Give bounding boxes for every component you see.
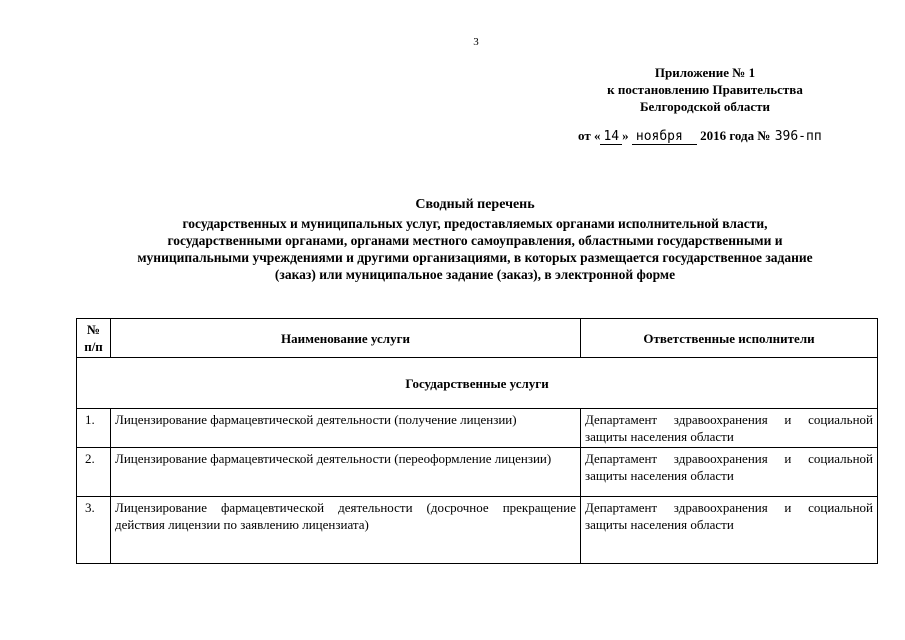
table-row [77, 497, 878, 564]
decree-month: ноября [632, 129, 697, 145]
title-heading: Сводный перечень [415, 197, 535, 212]
decree-date-line [578, 128, 823, 144]
header-name: Наименование услуги [111, 319, 581, 358]
row-responsible: Департамент здравоохранения и социальной защиты населения области [581, 497, 878, 564]
table-row [77, 448, 878, 497]
row-num: 2. [77, 448, 111, 497]
decree-number: 396-пп [774, 129, 822, 144]
decree-prefix: от « [578, 128, 601, 143]
row-num: 3. [77, 497, 111, 564]
row-service-name: Лицензирование фармацевтической деятельности (переоформление лицензии) [111, 448, 581, 497]
header-num: № п/п [77, 319, 111, 358]
page-number: 3 [473, 36, 479, 48]
title-line-2: государственными органами, органами местного самоуправления, областными государственными и [167, 233, 783, 248]
row-service-name: Лицензирование фармацевтической деятельности (получение лицензии) [111, 409, 581, 448]
section-title: Государственные услуги [77, 358, 878, 409]
decree-year: 2016 года № [700, 128, 771, 143]
title-line-4: (заказ) или муниципальное задание (заказ), в электронной форме [274, 267, 676, 282]
row-num: 1. [77, 409, 111, 448]
decree-mid: » [622, 128, 629, 143]
title-line-1: государственных и муниципальных услуг, предоставляемых органами исполнительной власти, [182, 216, 768, 231]
appendix-line-1: Приложение № 1 [654, 65, 756, 80]
appendix-line-2: к постановлению Правительства [607, 82, 803, 97]
document-title [80, 196, 870, 283]
table-header-row [77, 319, 878, 358]
services-table [76, 318, 878, 564]
header-responsible: Ответственные исполнители [581, 319, 878, 358]
decree-day: 14 [600, 129, 622, 145]
section-row [77, 358, 878, 409]
appendix-line-3: Белгородской области [639, 99, 771, 114]
row-responsible: Департамент здравоохранения и социальной защиты населения области [581, 409, 878, 448]
table-row [77, 409, 878, 448]
row-responsible: Департамент здравоохранения и социальной защиты населения области [581, 448, 878, 497]
title-line-3: муниципальными учреждениями и другими организациями, в которых размещается государственное задание [137, 250, 813, 265]
row-service-name: Лицензирование фармацевтической деятельности (досрочное прекращение действия лицензии по заявлению лицензиата) [111, 497, 581, 564]
appendix-header [560, 64, 850, 115]
